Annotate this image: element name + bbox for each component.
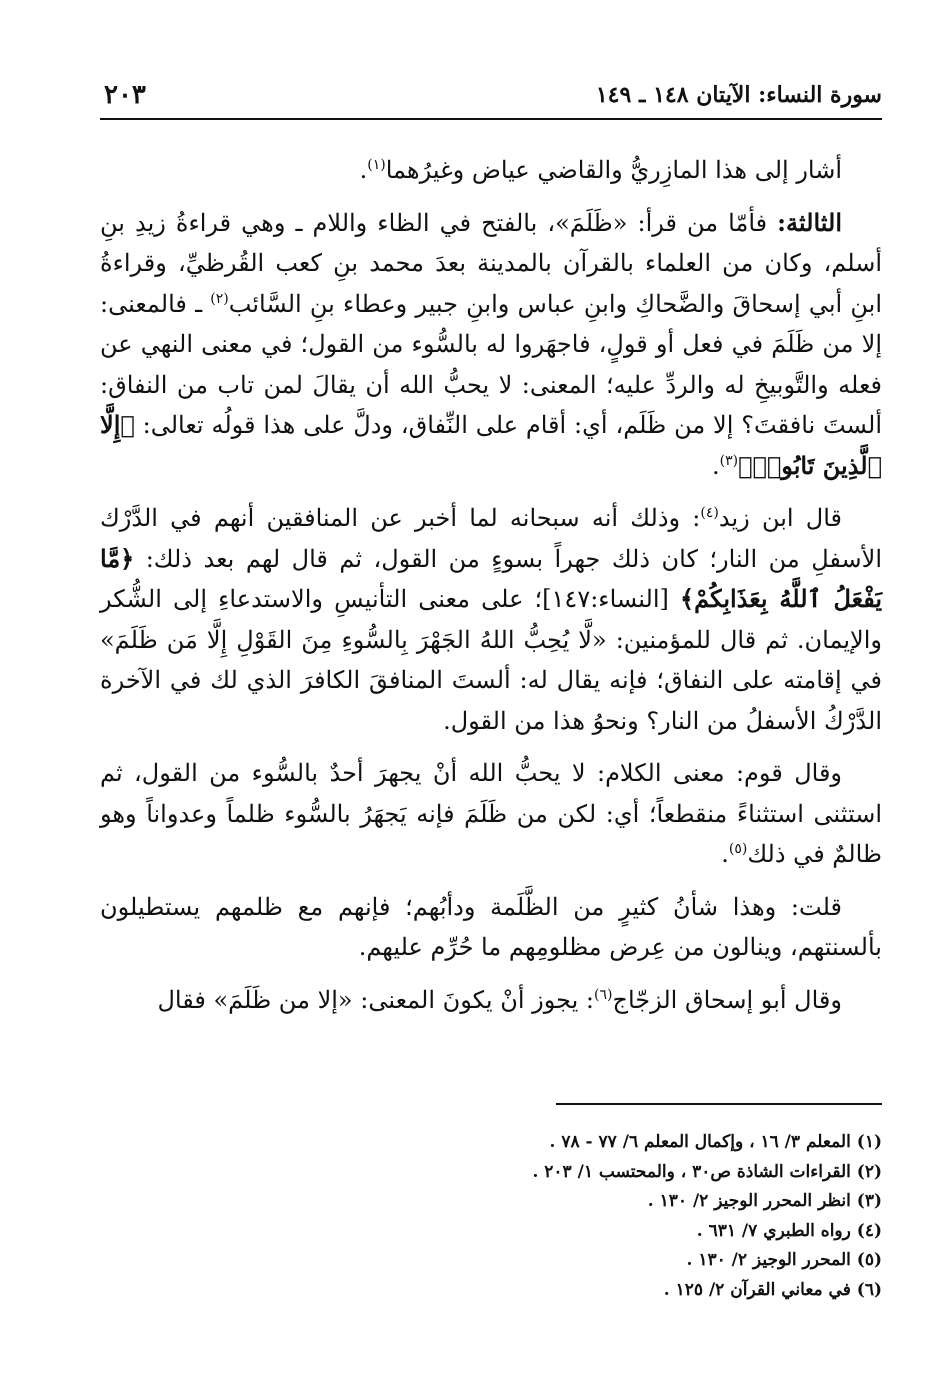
footnote-ref-6: (٦) xyxy=(594,986,613,1003)
paragraph-6 xyxy=(100,980,882,1021)
quran-verse-1: ﴿إِلَّا ٱلَّذِينَ تَابُوا۟﴾ xyxy=(100,410,882,480)
footnote-divider xyxy=(556,1103,882,1105)
footnote-4: (٤) رواه الطبري ٧/ ٦٣١ . xyxy=(696,1220,882,1241)
footnotes xyxy=(282,1128,882,1306)
paragraph-4 xyxy=(100,753,882,875)
paragraph-2-end: . xyxy=(711,451,720,480)
page-number: ٢٠٣ xyxy=(104,80,146,110)
paragraph-3 xyxy=(100,498,882,741)
footnote-ref-5: (٥) xyxy=(728,841,748,857)
section-heading-third: الثالثة: xyxy=(777,207,842,237)
main-text xyxy=(100,150,882,1020)
quran-verse-2: ﴿مَّا يَفْعَلُ ٱللَّهُ بِعَذَابِكُمْ﴾ xyxy=(100,543,883,613)
paragraph-4-text: وقال قوم: معنى الكلام: لا يحبُّ الله أنْ يجهرَ أحدٌ بالسُّوء من القول، ثم استثنى استثناءً منقطعاً؛ أي: لكن من ظَلَمَ فإنه يَجهَرُ بالسُّوء ظلماً وعدواناً وهو ظالمٌ في ذلك xyxy=(100,759,882,868)
footnote-6: (٦) في معاني القرآن ٢/ ١٢٥ . xyxy=(663,1279,882,1300)
paragraph-3-text-c: [النساء:١٤٧]؛ على معنى التأنيسِ والاستدعاءِ إلى الشُّكر والإيمان. ثم قال للمؤمنين: «لَّا يُحِبُّ اللهُ الجَهْرَ بِالسُّوءِ مِنَ القَوْلِ إِلَّا مَن ظَلَمَ» في إقامته على النفاق؛ فإنه يقال له: ألستَ المنافقَ الكافرَ الذي لك في الآخرة الدَّرْكُ الأسفلُ من النار؟ ونحوُ هذا من القول. xyxy=(100,585,883,735)
paragraph-4-end: . xyxy=(721,840,729,868)
paragraph-1 xyxy=(100,150,882,191)
paragraph-3-text-a: قال ابن زيد xyxy=(718,504,842,532)
footnote-ref-2: (٢) xyxy=(210,290,229,307)
paragraph-6-text-a: وقال أبو إسحاق الزجّاج xyxy=(612,985,842,1014)
footnote-ref-3: (٣) xyxy=(719,452,739,469)
paragraph-1-end: . xyxy=(359,156,368,184)
footnote-3: (٣) انظر المحرر الوجيز ٢/ ١٣٠ . xyxy=(647,1191,882,1212)
footnote-ref-4: (٤) xyxy=(700,505,719,521)
paragraph-2-text-a: فأمّا من قرأ: «ظَلَمَ»، بالفتح في الظاء واللام ـ وهي قراءةُ زيدِ بنِ أسلم، وكان من العلماء بالقرآن بالمدينة بعدَ محمد بنِ كعب القُرظيِّ، وقراءةُ ابنِ أبي إسحاقَ والضَّحاكِ وابنِ عباس وابنِ جبير وعطاء بنِ السَّائب xyxy=(100,208,883,318)
paragraph-2 xyxy=(100,203,882,487)
running-title: سورة النساء: الآيتان ١٤٨ ـ ١٤٩ xyxy=(595,82,882,108)
paragraph-6-text-b: : يجوز أنْ يكونَ المعنى: «إلا من ظَلَمَ» فقال xyxy=(157,985,595,1014)
paragraph-3-text-b: : وذلك أنه سبحانه لما أخبر عن المنافقين أنهم في الدَّرْك الأسفلِ من النار؛ كان ذلك جهراً بسوءٍ من القول، ثم قال لهم بعد ذلك: xyxy=(100,504,882,573)
paragraph-5: قلت: وهذا شأنُ كثيرٍ من الظَّلَمة ودأبُهم؛ فإنهم مع ظلمهم يستطيلون بألسنتهم، وينالون من عِرض مظلومِهم ما حُرِّم عليهم. xyxy=(100,892,882,961)
footnote-5: (٥) المحرر الوجيز ٢/ ١٣٠ . xyxy=(686,1250,882,1271)
paragraph-1-text: أشار إلى هذا المازِريُّ والقاضي عياض وغيرُهما xyxy=(385,156,842,184)
footnote-2: (٢) القراءات الشاذة ص٣٠ ، والمحتسب ١/ ٢٠٣ . xyxy=(532,1161,882,1182)
footnote-1: (١) المعلم ٣/ ١٦ ، وإكمال المعلم ٦/ ٧٧ - ٧٨ . xyxy=(549,1132,882,1152)
footnote-ref-1: (١) xyxy=(367,157,386,173)
paragraph-2-text-b: ـ فالمعنى: إلا من ظَلَمَ في فعل أو قولٍ، فاجهَروا له بالسُّوء من القول؛ في معنى النهي عن فعله والتَّوبيخِ له والردِّ عليه؛ المعنى: لا يحبُّ الله أن يقالَ لمن تاب من النفاق: ألستَ نافقتَ؟ إلا من ظَلَم، أي: أقام على النِّفاق، ودلَّ على هذا قولُه تعالى: xyxy=(100,289,882,439)
page-header xyxy=(100,78,882,120)
